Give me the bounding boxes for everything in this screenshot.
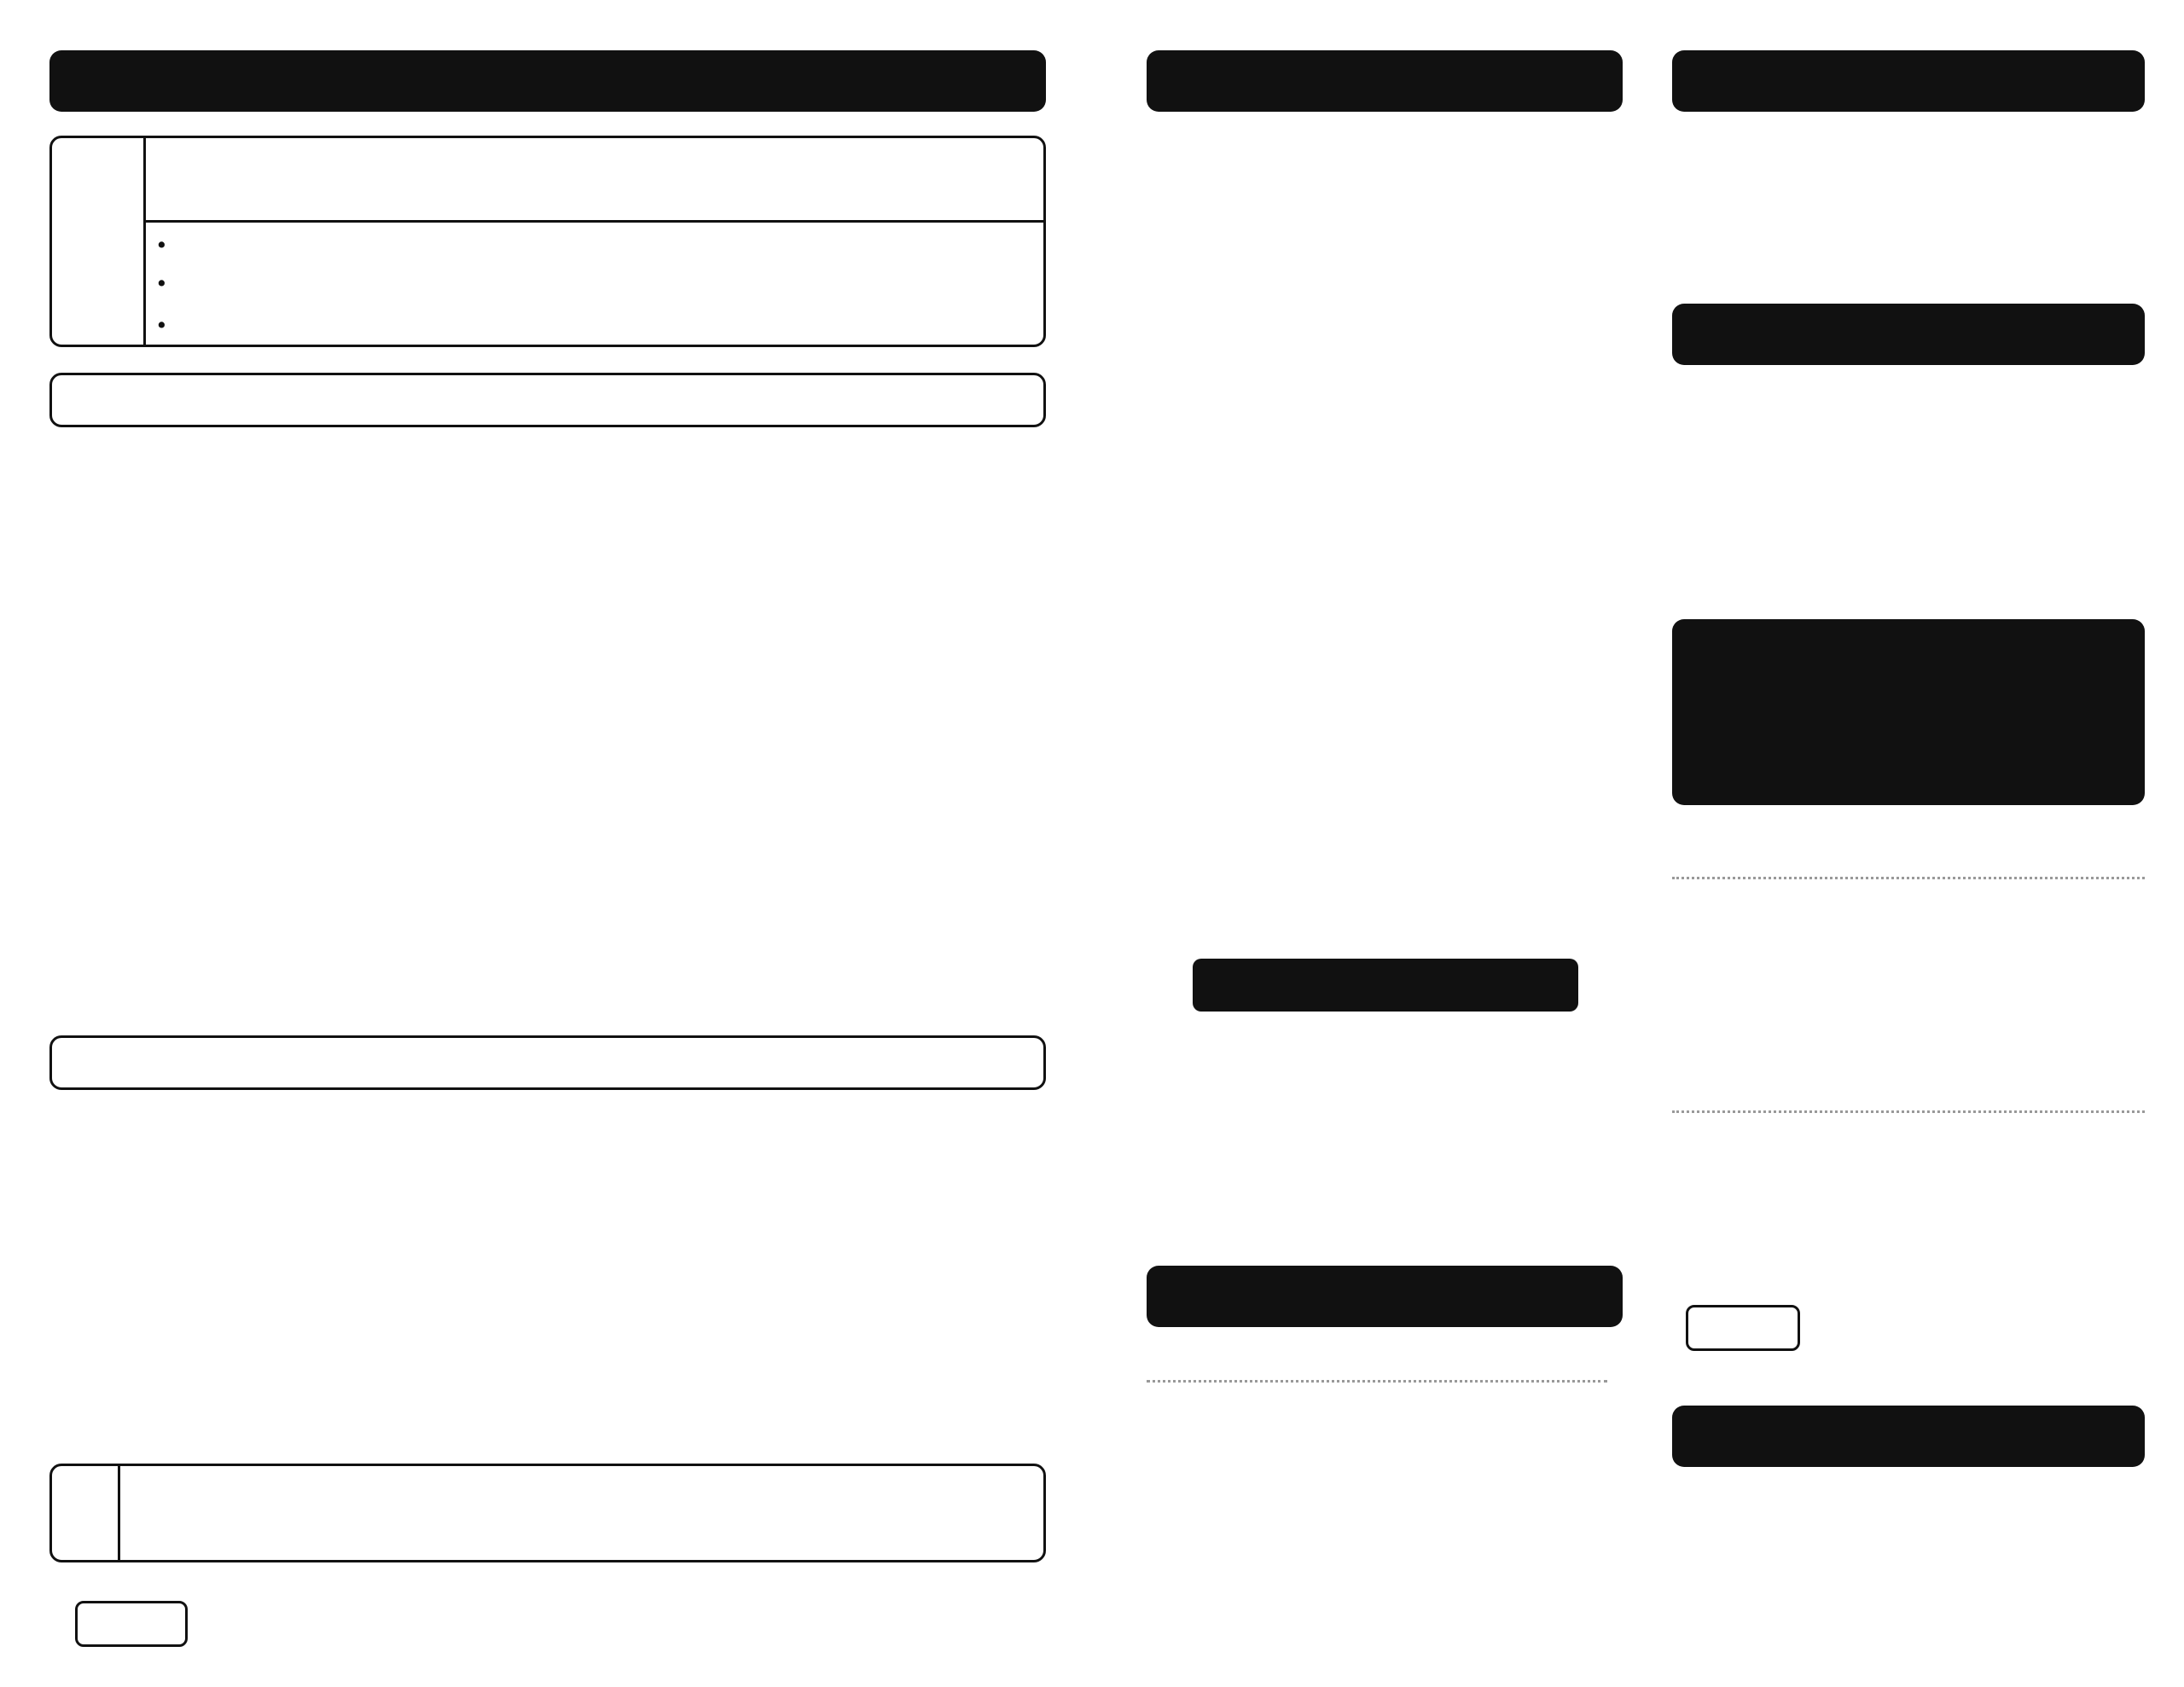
sandwich-extras-pill: [75, 1601, 188, 1647]
step2-divider: [118, 1464, 120, 1562]
classics-header: [49, 1035, 1046, 1090]
option-originals: •: [155, 233, 168, 258]
classics-col-flats: [727, 1046, 735, 1063]
soup-divider: [1147, 1380, 1607, 1383]
drinks-banner: [1672, 1406, 2145, 1467]
step1-divider: [143, 136, 146, 347]
soup-banner: [1147, 1266, 1623, 1327]
step1-heading: [169, 140, 177, 186]
option-flats: •: [155, 271, 168, 296]
salads-banner: [1147, 50, 1623, 112]
sweets-banner: [1672, 304, 2145, 365]
faves-header: [49, 373, 1046, 427]
sandwiches-banner: [49, 50, 1046, 112]
shakes-classics-divider: [1672, 877, 2145, 879]
shakes-extras-pill: [1686, 1305, 1800, 1351]
dressing-banner: [1193, 959, 1578, 1012]
shakes-banner: [1672, 619, 2145, 805]
step1-hline: [146, 220, 1046, 223]
real-fruit-divider: [1672, 1110, 2145, 1113]
extra-stuff-banner: [1672, 50, 2145, 112]
option-bigs: •: [155, 313, 168, 338]
faves-col-flats: [727, 384, 735, 400]
step1-box: [49, 136, 1046, 347]
step2-box: [49, 1464, 1046, 1562]
